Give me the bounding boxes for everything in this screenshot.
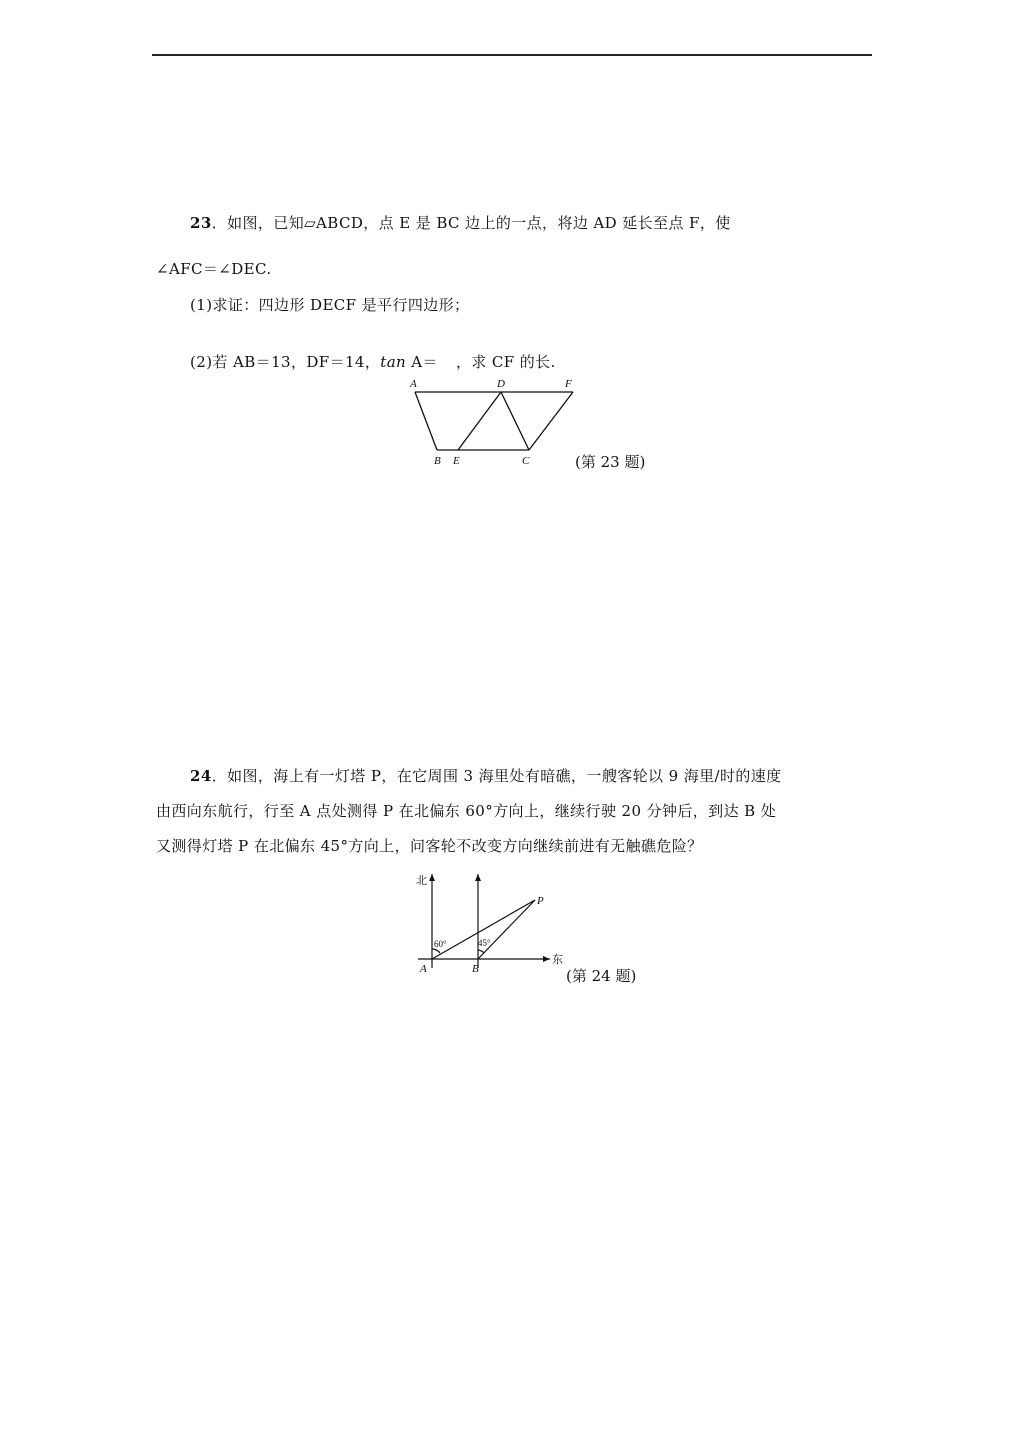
- q23-label-E: E: [453, 455, 460, 467]
- q23-label-C: C: [522, 455, 530, 467]
- q23-line-AB: [415, 392, 437, 450]
- q24-angle-B: 45°: [478, 938, 491, 948]
- q23-line-FC: [529, 392, 573, 450]
- q23-part2-mid: A＝: [406, 353, 438, 371]
- q23-label-A: A: [410, 378, 417, 390]
- q24-label-north: 北: [416, 875, 427, 887]
- q23-line-DE: [458, 392, 501, 450]
- q24-line-BP: [478, 900, 535, 959]
- q23-part2-after: ，求 CF 的长.: [455, 353, 556, 371]
- q24-number: 24: [190, 767, 212, 785]
- q24-caption: (第 24 题): [566, 967, 637, 985]
- q23-line1-text: ．如图，已知▱ABCD，点 E 是 BC 边上的一点，将边 AD 延长至点 F，使: [211, 214, 731, 232]
- q23-part2-before: (2)若 AB＝13，DF＝14，: [190, 353, 381, 371]
- q24-angle-arc-A: [432, 949, 440, 953]
- q23-caption: (第 23 题): [575, 453, 646, 471]
- q24-line1: [190, 765, 782, 786]
- q23-label-D: D: [497, 378, 505, 390]
- q24-label-A: A: [420, 963, 427, 975]
- q24-label-B: B: [472, 963, 479, 975]
- q24-label-east: 东: [552, 954, 563, 966]
- q23-part2: [190, 351, 556, 372]
- q23-label-F: F: [565, 378, 572, 390]
- q24-figure: [410, 866, 570, 981]
- q24-line-AP: [432, 900, 535, 959]
- q23-line1: [190, 212, 731, 233]
- q23-number: 23: [190, 214, 212, 232]
- q23-label-B: B: [434, 455, 441, 467]
- q23-line2: ∠AFC＝∠DEC.: [156, 260, 272, 278]
- q23-part1: (1)求证：四边形 DECF 是平行四边形；: [190, 296, 470, 314]
- q24-line2: 由西向东航行，行至 A 点处测得 P 在北偏东 60°方向上，继续行驶 20 分钟后，到达 B 处: [156, 802, 777, 820]
- q23-line-DC: [501, 392, 529, 450]
- q23-figure: [400, 374, 590, 474]
- q24-line1-text: ．如图，海上有一灯塔 P，在它周围 3 海里处有暗礁，一艘客轮以 9 海里/时的速度: [211, 767, 782, 785]
- q24-line3: 又测得灯塔 P 在北偏东 45°方向上，问客轮不改变方向继续前进有无触礁危险？: [156, 837, 703, 855]
- q24-angle-A: 60°: [434, 939, 447, 949]
- q24-angle-arc-B: [478, 950, 484, 953]
- q23-part2-tan: tan: [380, 353, 407, 371]
- header-rule: [152, 54, 872, 56]
- q24-label-P: P: [537, 895, 544, 907]
